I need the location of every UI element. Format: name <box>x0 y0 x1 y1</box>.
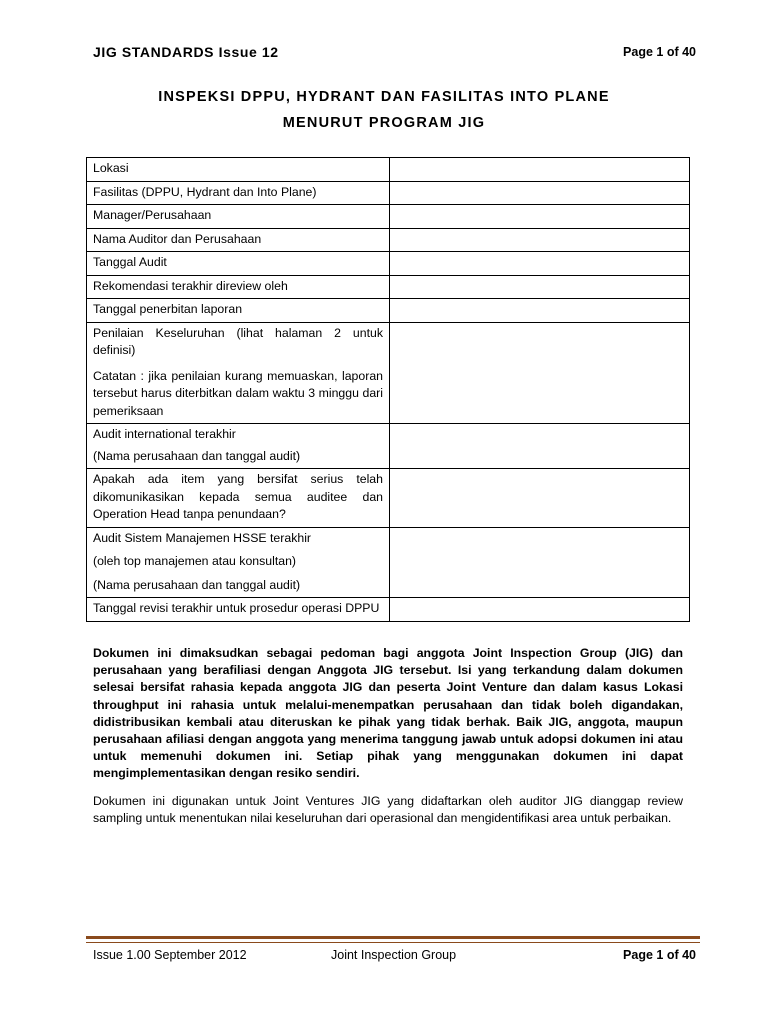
form-label-note: Catatan : jika penilaian kurang memuaskan, laporan tersebut harus diterbitkan dalam waktu 3 minggu dari pemeriksaan <box>93 368 383 418</box>
form-label-text: Audit Sistem Manajemen HSSE terakhir <box>93 530 312 545</box>
form-label-text: Lokasi <box>93 161 129 175</box>
form-label-note: (Nama perusahaan dan tanggal audit) <box>93 577 301 592</box>
form-row-penilaian <box>87 322 690 424</box>
form-value-field[interactable] <box>390 252 690 276</box>
form-label-text: Tanggal revisi terakhir untuk prosedur operasi DPPU <box>93 601 380 615</box>
form-label <box>87 598 390 622</box>
form-label <box>87 275 390 299</box>
form-row-item-serius <box>87 469 690 528</box>
form-label-text: Manager/Perusahaan <box>93 208 212 222</box>
form-label <box>87 252 390 276</box>
form-label-text: Tanggal penerbitan laporan <box>93 302 243 316</box>
form-label-text: Audit international terakhir <box>93 427 236 441</box>
form-row-manager <box>87 205 690 229</box>
form-label <box>87 527 390 598</box>
form-value-field[interactable] <box>390 598 690 622</box>
form-label <box>87 205 390 229</box>
footer-page-number: Page 1 of 40 <box>623 948 696 962</box>
form-value-field[interactable] <box>390 158 690 182</box>
form-row-tanggal-penerbitan <box>87 299 690 323</box>
form-label <box>87 469 390 528</box>
form-row-audit-international <box>87 424 690 469</box>
form-row-rekomendasi <box>87 275 690 299</box>
usage-paragraph: Dokumen ini digunakan untuk Joint Ventures JIG yang didaftarkan oleh auditor JIG dianggap review sampling untuk menentukan nilai keseluruhan dari operasional dan mengidentifikasi area untuk perbaikan. <box>93 794 683 826</box>
form-row-hsse <box>87 527 690 598</box>
form-value-field[interactable] <box>390 424 690 469</box>
form-label <box>87 228 390 252</box>
form-label-text: Tanggal Audit <box>93 255 167 269</box>
form-label <box>87 322 390 424</box>
form-value-field[interactable] <box>390 527 690 598</box>
form-label-text: Apakah ada item yang bersifat serius telah dikomunikasikan kepada semua auditee dan Operation Head tanpa penundaan? <box>93 472 383 521</box>
footer-rule-thick <box>86 936 700 939</box>
form-row-revisi-prosedur <box>87 598 690 622</box>
header-standard-title: JIG STANDARDS Issue 12 <box>93 44 279 60</box>
form-label-text: Nama Auditor dan Perusahaan <box>93 231 262 246</box>
form-label <box>87 424 390 469</box>
form-value-field[interactable] <box>390 299 690 323</box>
confidentiality-paragraph: Dokumen ini dimaksudkan sebagai pedoman bagi anggota Joint Inspection Group (JIG) dan perusahaan yang berafiliasi dengan Anggota JIG tersebut. Isi yang terkandung dalam dokumen selesai bersifat rahasia kepada anggota JIG dan peserta Joint Venture dan dalam kasus Lokasi throughput ini rahasia untuk melalui-menempatkan perusahaan dan tidak boleh digandakan, didistribusikan kembali atau diteruskan ke pihak yang tidak berhak. Baik JIG, anggota, maupun perusahaan afiliasi dengan anggota yang menerima tanggung jawab untuk adopsi dokumen ini atau untuk memenuhi dokumen ini. Setiap pihak yang menggunakan dokumen ini dapat mengimplementasikan dengan resiko sendiri. <box>93 646 683 781</box>
form-row-auditor <box>87 228 690 252</box>
form-label <box>87 181 390 205</box>
form-row-fasilitas <box>87 181 690 205</box>
form-label-text: Fasilitas (DPPU, Hydrant dan Into Plane) <box>93 184 317 199</box>
form-value-field[interactable] <box>390 322 690 424</box>
header-page-number: Page 1 of 40 <box>623 45 696 59</box>
form-value-field[interactable] <box>390 205 690 229</box>
form-label-text: Penilaian Keseluruhan (lihat halaman 2 untuk definisi) <box>93 325 383 357</box>
form-label-note: (oleh top manajemen atau konsultan) <box>93 554 297 568</box>
document-title-line-1: INSPEKSI DPPU, HYDRANT DAN FASILITAS INTO PLANE <box>158 89 610 105</box>
form-value-field[interactable] <box>390 228 690 252</box>
form-label <box>87 299 390 323</box>
footer-rule-thin <box>86 942 700 943</box>
form-label-note: (Nama perusahaan dan tanggal audit) <box>93 448 301 463</box>
audit-info-form <box>86 157 690 622</box>
form-row-lokasi <box>87 158 690 182</box>
form-label-text: Rekomendasi terakhir direview oleh <box>93 278 288 293</box>
form-value-field[interactable] <box>390 469 690 528</box>
form-label <box>87 158 390 182</box>
form-value-field[interactable] <box>390 181 690 205</box>
footer-issue: Issue 1.00 September 2012 <box>93 948 247 962</box>
document-title-line-2: MENURUT PROGRAM JIG <box>282 115 486 131</box>
footer-organization: Joint Inspection Group <box>331 948 457 962</box>
form-value-field[interactable] <box>390 275 690 299</box>
form-row-tanggal-audit <box>87 252 690 276</box>
